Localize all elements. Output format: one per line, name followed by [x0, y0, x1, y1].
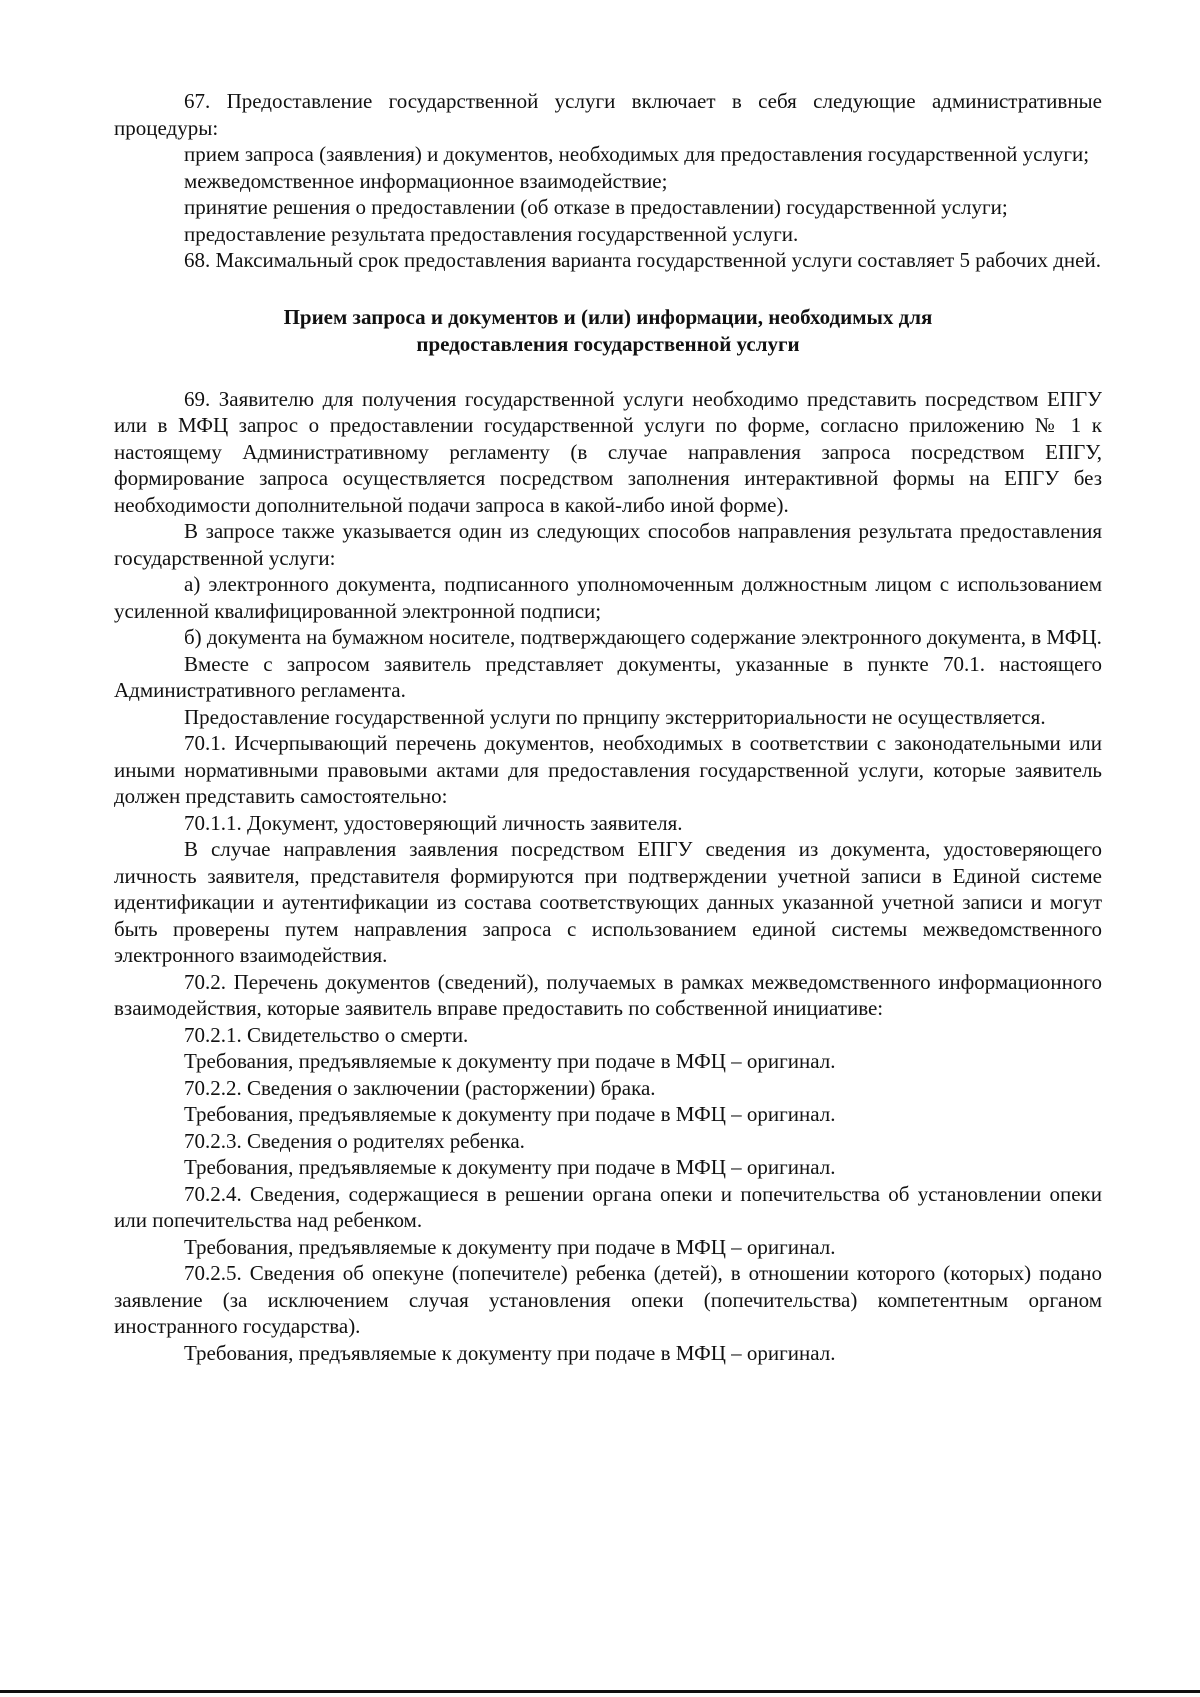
paragraph: 67. Предоставление государственной услуги включает в себя следующие административные процедуры: — [114, 89, 1102, 140]
paragraph: Предоставление государственной услуги по прнципу экстерриториальности не осуществляется. — [184, 704, 1046, 729]
paragraph: 68. Максимальный срок предоставления варианта государственной услуги составляет 5 рабочих дней. — [184, 248, 1101, 272]
paragraph: Требования, предъявляемые к документу при подаче в МФЦ – оригинал. — [184, 1155, 836, 1179]
paragraph: 70.2.1. Свидетельство о смерти. — [184, 1022, 469, 1047]
paragraph: Требования, предъявляемые к документу при подаче в МФЦ – оригинал. — [184, 1234, 836, 1259]
paragraph: принятие решения о предоставлении (об отказе в предоставлении) государственной услуги; — [184, 195, 1008, 219]
paragraph: предоставление результата предоставления государственной услуги. — [184, 221, 799, 246]
paragraph: 70.2. Перечень документов (сведений), получаемых в рамках межведомственного информационного взаимодействия, которые заявитель вправе предоставить по собственной инициативе: — [114, 969, 1102, 1020]
paragraph: 70.2.3. Сведения о родителях ребенка. — [184, 1128, 525, 1153]
paragraph: 70.1. Исчерпывающий перечень документов, необходимых в соответствии с законодательными или иными нормативными правовыми актами для предоставления государственной услуги, которые заявитель должен представить самостоятельно: — [114, 731, 1102, 808]
scan-bottom-edge — [0, 1690, 1200, 1693]
paragraph: прием запроса (заявления) и документов, необходимых для предоставления государственной услуги; — [184, 142, 1090, 166]
paragraph: а) электронного документа, подписанного уполномоченным должностным лицом с использованием усиленной квалифицированной электронной подписи; — [114, 572, 1102, 623]
section-heading — [114, 304, 1102, 358]
paragraph: 70.1.1. Документ, удостоверяющий личность заявителя. — [184, 810, 683, 835]
paragraph: б) документа на бумажном носителе, подтверждающего содержание электронного документа, в МФЦ. — [184, 625, 1102, 649]
paragraph: Требования, предъявляемые к документу при подаче в МФЦ – оригинал. — [184, 1049, 836, 1073]
section-heading-line-2: предоставления государственной услуги — [416, 331, 800, 356]
document-body — [114, 88, 1102, 1366]
paragraph: В случае направления заявления посредством ЕПГУ сведения из документа, удостоверяющего личность заявителя, представителя формируются при подтверждении учетной записи в Единой системе идентификации и аутентификации из состава соответствующих данных указанной учетной записи и могут быть проверены путем направления запроса с использованием единой системы межведомственного электронного взаимодействия. — [114, 837, 1102, 967]
paragraph: Требования, предъявляемые к документу при подаче в МФЦ – оригинал. — [184, 1340, 836, 1365]
paragraph: 70.2.5. Сведения об опекуне (попечителе) ребенка (детей), в отношении которого (которых) подано заявление (за исключением случая установления опеки (попечительства) компетентным органом иностранного государства). — [114, 1261, 1102, 1338]
paragraph: Требования, предъявляемые к документу при подаче в МФЦ – оригинал. — [184, 1102, 836, 1126]
paragraph: межведомственное информационное взаимодействие; — [184, 168, 668, 193]
paragraph: 70.2.4. Сведения, содержащиеся в решении органа опеки и попечительства об установлении опеки или попечительства над ребенком. — [114, 1181, 1102, 1232]
paragraph: Вместе с запросом заявитель представляет документы, указанные в пункте 70.1. настоящего Административного регламента. — [114, 651, 1102, 702]
section-heading-line-1: Прием запроса и документов и (или) информации, необходимых для — [283, 304, 933, 329]
paragraph: 69. Заявителю для получения государственной услуги необходимо представить посредством ЕПГУ или в МФЦ запрос о предоставлении государственной услуги по форме, согласно приложению № 1 к настоящему Административному регламенту (в случае направления запроса посредством ЕПГУ, формирование запроса осуществляется посредством заполнения интерактивной формы на ЕПГУ без необходимости дополнительной подачи запроса в какой-либо иной форме). — [114, 386, 1102, 517]
paragraph: 70.2.2. Сведения о заключении (расторжении) брака. — [184, 1075, 656, 1100]
paragraph: В запросе также указывается один из следующих способов направления результата предоставления государственной услуги: — [114, 519, 1102, 570]
